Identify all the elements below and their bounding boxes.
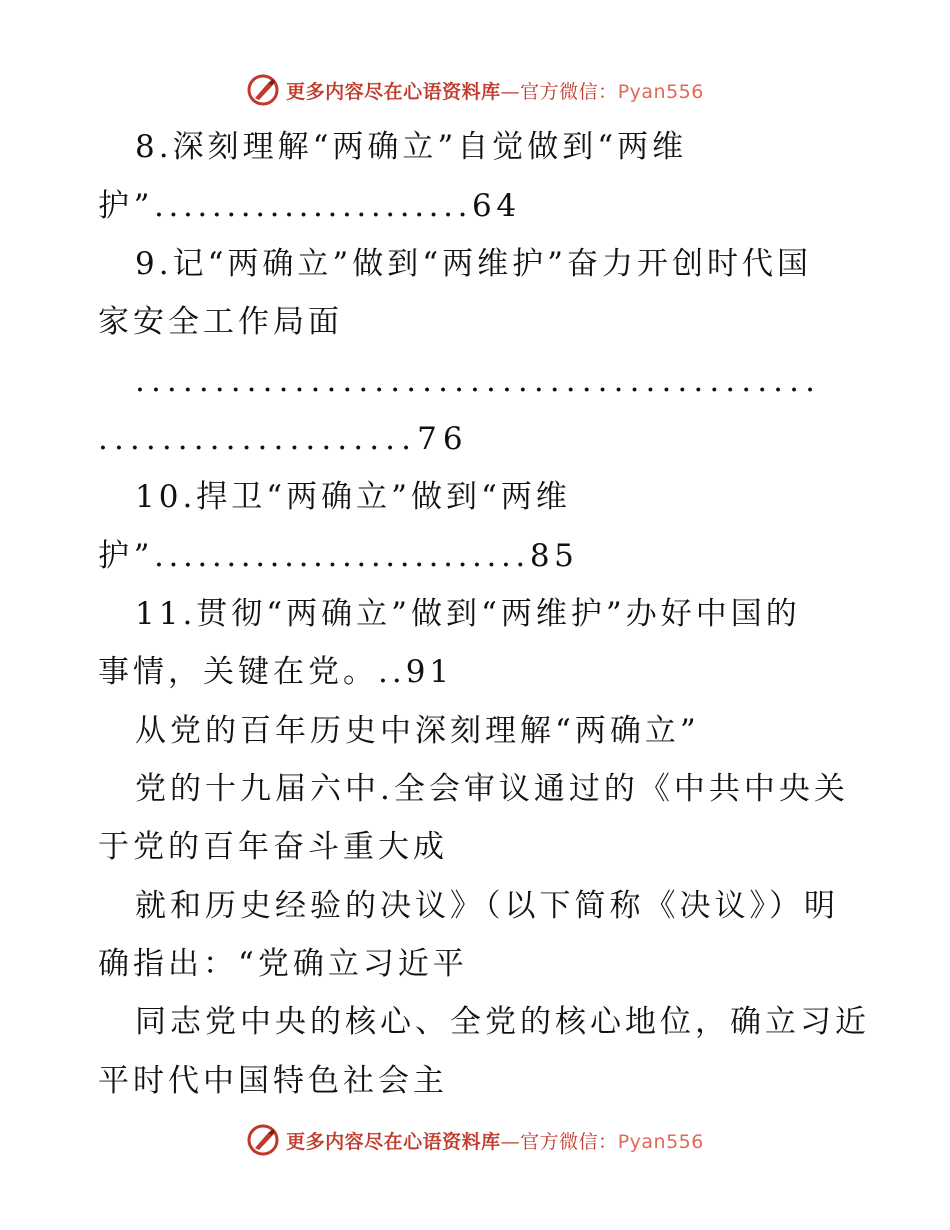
- toc-entry-9-page: ....................76: [98, 421, 469, 457]
- toc-entry-11-line2: 事情，关键在党。..91: [98, 654, 454, 690]
- toc-entry-8-line2: 护”......................64: [98, 188, 521, 224]
- pen-logo-icon: [246, 1123, 280, 1157]
- paragraph-line: 党的十九届六中.全会审议通过的《中共中央关: [135, 771, 849, 807]
- toc-entry-9-line1: 9.记“两确立”做到“两维护”奋力开创时代国: [135, 246, 812, 282]
- paragraph-line: 于党的百年奋斗重大成: [98, 829, 448, 865]
- toc-entry-11-line1: 11.贯彻“两确立”做到“两维护”办好中国的: [135, 596, 801, 632]
- paragraph-line: 同志党中央的核心、全党的核心地位，确立习近: [135, 1004, 870, 1040]
- toc-entry-9-line2: 家安全工作局面: [98, 304, 343, 340]
- paragraph-line: 就和历史经验的决议》（以下简称《决议》）明: [135, 888, 839, 924]
- toc-entry-10-line1: 10.捍卫“两确立”做到“两维: [135, 479, 571, 515]
- pen-logo-icon: [246, 73, 280, 107]
- footer-watermark: [0, 1120, 950, 1160]
- footer-watermark-text: 更多内容尽在心语资料库—官方微信：Pyan556: [286, 1130, 704, 1153]
- toc-entry-9-leader: ...........................................: [135, 363, 822, 399]
- toc-entry-8-line1: 8.深刻理解“两确立”自觉做到“两维: [135, 129, 688, 165]
- header-watermark-text: 更多内容尽在心语资料库—官方微信：Pyan556: [286, 80, 704, 103]
- header-watermark: [0, 70, 950, 110]
- section-heading: 从党的百年历史中深刻理解“两确立”: [135, 713, 700, 749]
- toc-entry-10-line2: 护”..........................85: [98, 538, 579, 574]
- paragraph-line: 确指出：“党确立习近平: [98, 946, 468, 982]
- paragraph-line: 平时代中国特色社会主: [98, 1063, 448, 1099]
